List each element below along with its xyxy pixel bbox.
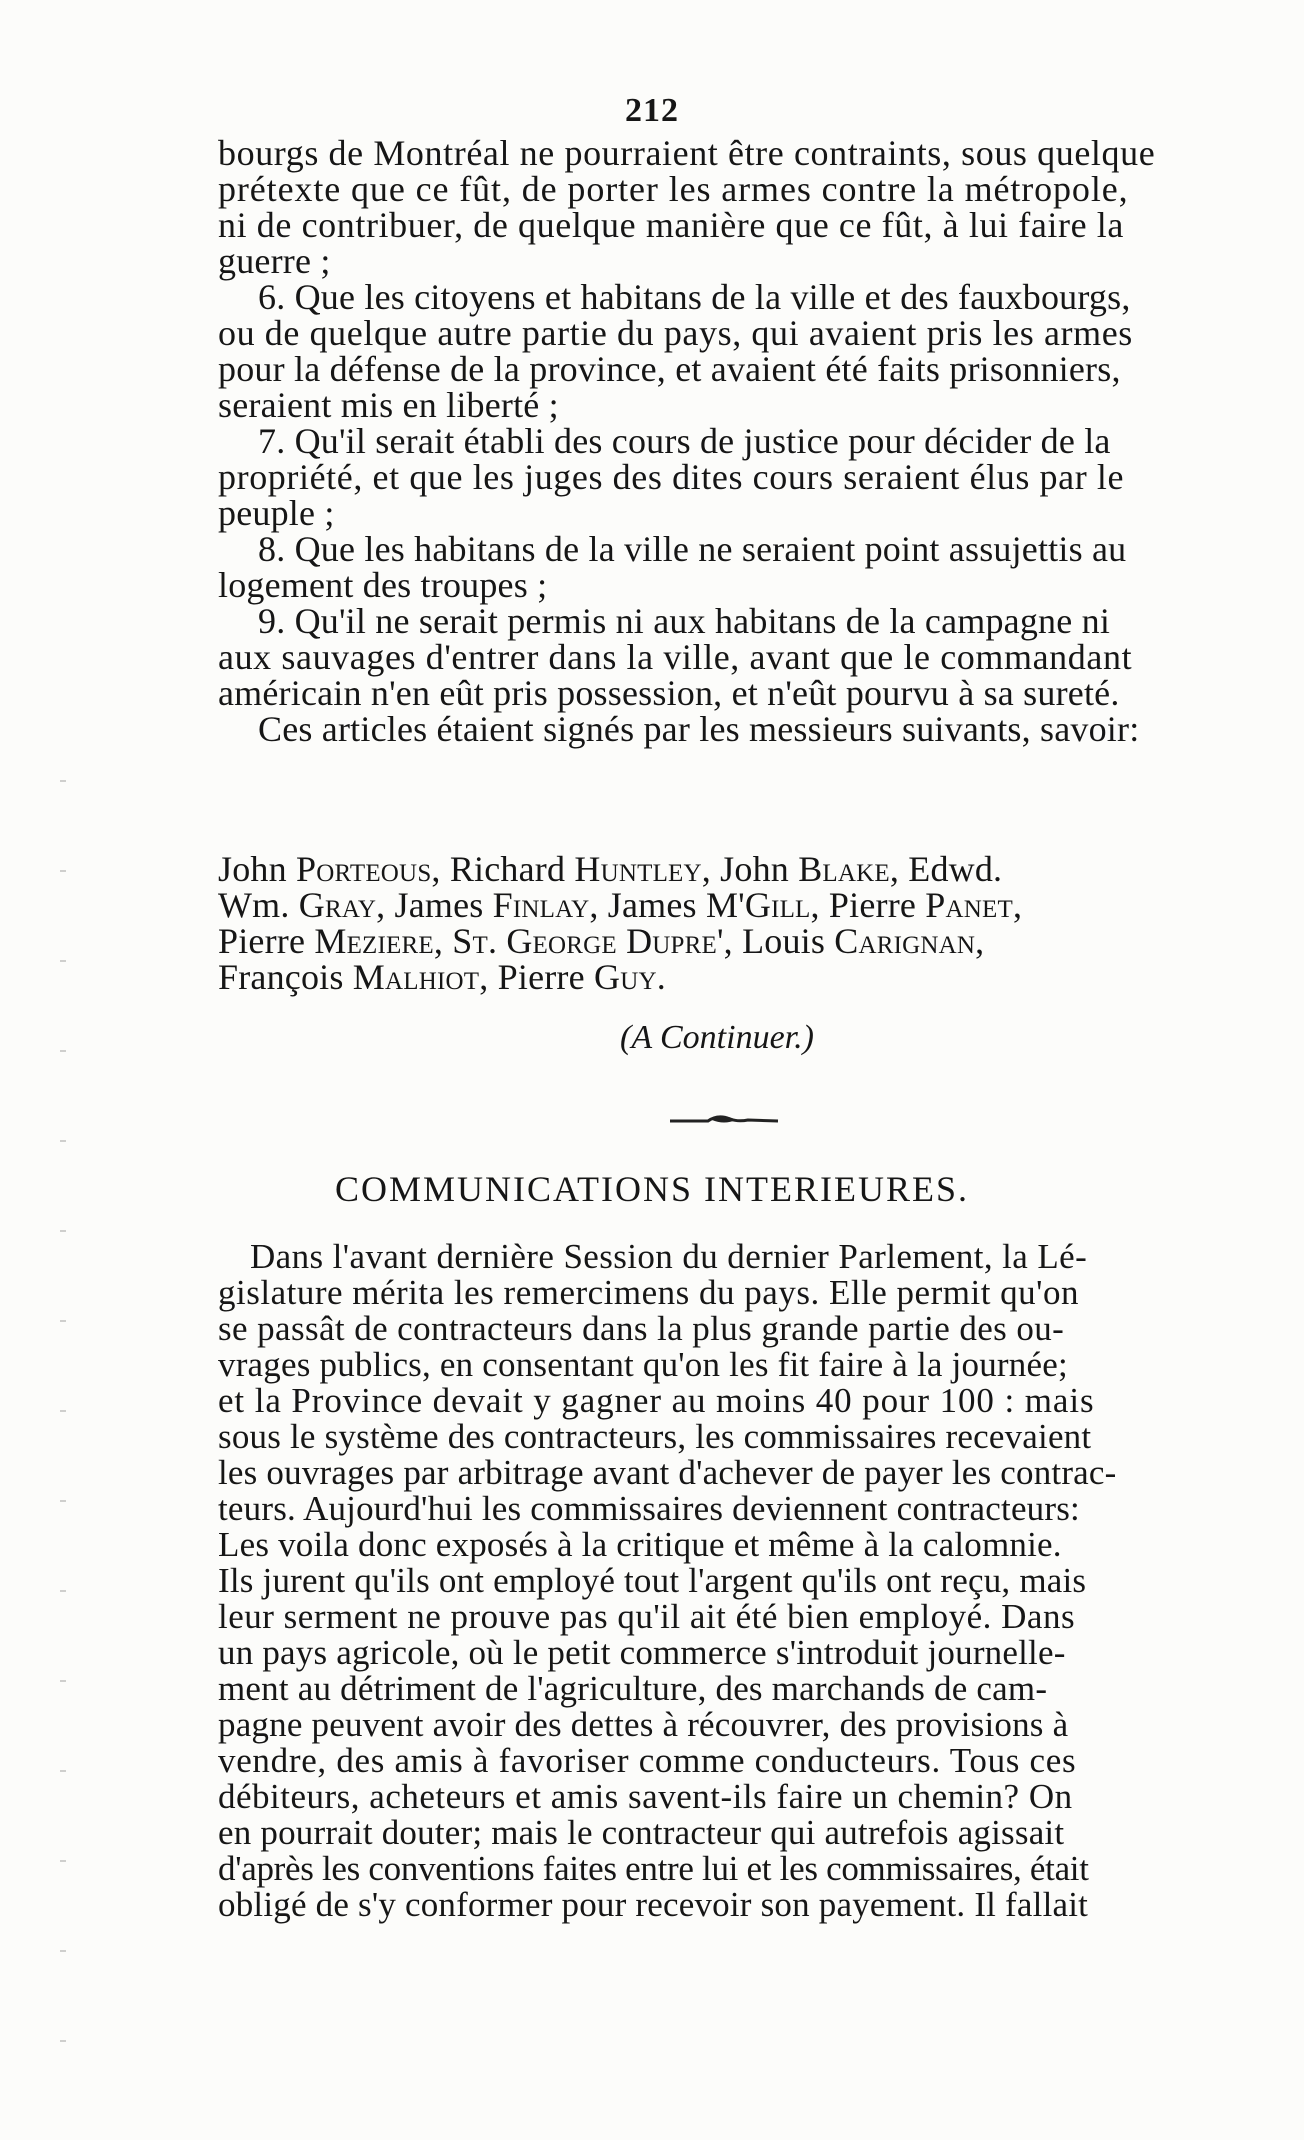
signatory-first: Pierre: [497, 957, 594, 997]
signatory-first: Louis: [742, 921, 835, 961]
text-line: d'après les conventions faites entre lui et les commissaires, était: [218, 1849, 1089, 1888]
text-line: Dans l'avant dernière Session du dernier Parlement, la Lé-: [250, 1237, 1088, 1276]
signatory-surname: Meziere: [314, 921, 434, 961]
signatory-first: John: [218, 849, 297, 889]
separator: ,: [479, 957, 498, 997]
signatory-surname: Porteous: [296, 849, 432, 889]
section-divider-ornament: [668, 1110, 780, 1130]
article-text-upper: [218, 135, 1258, 747]
signatory-first: John: [720, 849, 799, 889]
signatory-surname: Guy: [594, 957, 657, 997]
separator: ,: [589, 885, 608, 925]
signatory-first: Wm.: [218, 885, 299, 925]
signatories-line: [218, 851, 1258, 887]
text-line: 7. Qu'il serait établi des cours de justice pour décider de la: [258, 421, 1111, 461]
signatory-surname: Gray: [298, 885, 377, 925]
text-line: leur serment ne prouve pas qu'il ait été bien employé. Dans: [218, 1597, 1076, 1636]
signatory-first: François: [218, 957, 353, 997]
text-line: Les voila donc exposés à la critique et même à la calomnie.: [218, 1525, 1062, 1564]
separator: , Edwd.: [889, 849, 1003, 889]
text-line: un pays agricole, où le petit commerce s'introduit journelle-: [218, 1633, 1066, 1672]
separator: .: [656, 957, 666, 997]
text-line: se passât de contracteurs dans la plus grande partie des ou-: [218, 1309, 1065, 1348]
text-line: logement des troupes ;: [218, 565, 548, 605]
text-line: 9. Qu'il ne serait permis ni aux habitans de la campagne ni: [258, 601, 1111, 641]
text-line: américain n'en eût pris possession, et n'eût pourvu à sa sureté.: [218, 673, 1120, 713]
separator: ,: [376, 885, 395, 925]
signatory-surname: George Dupre': [506, 921, 724, 961]
signatory-first: St.: [452, 921, 507, 961]
text-line: en pourrait douter; mais le contracteur qui autrefois agissait: [218, 1813, 1065, 1852]
page-number: 212: [625, 92, 679, 129]
signatory-surname: Malhiot: [352, 957, 480, 997]
page-edge-specks: [60, 780, 66, 2080]
text-line: bourgs de Montréal ne pourraient être contraints, sous quelque: [218, 133, 1156, 173]
text-line: aux sauvages d'entrer dans la ville, avant que le commandant: [218, 637, 1133, 677]
text-line: teurs. Aujourd'hui les commissaires deviennent contracteurs:: [218, 1489, 1080, 1528]
section-heading: COMMUNICATIONS INTERIEURES.: [334, 1169, 969, 1209]
text-line: seraient mis en liberté ;: [218, 385, 559, 425]
separator: ,: [1012, 885, 1023, 925]
separator: ,: [810, 885, 829, 925]
separator: ,: [975, 921, 985, 961]
article-text-lower: [218, 1223, 1258, 1939]
text-line: prétexte que ce fût, de porter les armes contre la métropole,: [218, 169, 1129, 209]
signatory-first: Pierre: [828, 885, 926, 925]
continuation-note: (A Continuer.): [620, 1019, 814, 1056]
separator: ,: [433, 921, 453, 961]
text-line: 8. Que les habitans de la ville ne seraient point assujettis au: [258, 529, 1127, 569]
separator: ,: [431, 849, 450, 889]
text-line: sous le système des contracteurs, les commissaires recevaient: [218, 1417, 1092, 1456]
signatories-list: [218, 851, 1258, 995]
text-line: ment au détriment de l'agriculture, des marchands de cam-: [218, 1669, 1048, 1708]
text-line: obligé de s'y conformer pour recevoir son payement. Il fallait: [218, 1885, 1089, 1924]
text-line: les ouvrages par arbitrage avant d'achever de payer les contrac-: [218, 1453, 1117, 1492]
text-line: vendre, des amis à favoriser comme conducteurs. Tous ces: [218, 1741, 1077, 1780]
signatory-surname: Huntley: [574, 849, 702, 889]
separator: ,: [701, 849, 721, 889]
text-line: vrages publics, en consentant qu'on les fit faire à la journée;: [218, 1345, 1068, 1384]
text-line: peuple ;: [218, 493, 335, 533]
signatory-first: Pierre: [218, 921, 315, 961]
text-line: Ces articles étaient signés par les messieurs suivants, savoir:: [258, 709, 1140, 749]
signatory-surname: Finlay: [492, 885, 590, 925]
text-line: 6. Que les citoyens et habitans de la ville et des fauxbourgs,: [258, 277, 1131, 317]
text-line: gislature mérita les remercimens du pays. Elle permit qu'on: [218, 1273, 1079, 1312]
signatory-first: Richard: [449, 849, 575, 889]
text-line: débiteurs, acheteurs et amis savent-ils faire un chemin? On: [218, 1777, 1073, 1816]
signatories-line: [218, 887, 1258, 923]
signatory-first: James: [607, 885, 706, 925]
signatory-surname: Carignan: [834, 921, 976, 961]
text-line: pour la défense de la province, et avaient été faits prisonniers,: [218, 349, 1121, 389]
text-line: ni de contribuer, de quelque manière que ce fût, à lui faire la: [218, 205, 1124, 245]
signatories-line: [218, 923, 1258, 959]
text-line: et la Province devait y gagner au moins 40 pour 100 : mais: [218, 1381, 1095, 1420]
text-line: pagne peuvent avoir des dettes à récouvrer, des provisions à: [218, 1705, 1069, 1744]
signatory-surname: Blake: [798, 849, 890, 889]
signatory-surname: Panet: [925, 885, 1013, 925]
signatory-first: James: [394, 885, 493, 925]
text-line: Ils jurent qu'ils ont employé tout l'argent qu'ils ont reçu, mais: [218, 1561, 1087, 1600]
separator: ,: [723, 921, 743, 961]
signatories-line: [218, 959, 1258, 995]
text-line: ou de quelque autre partie du pays, qui avaient pris les armes: [218, 313, 1133, 353]
text-line: propriété, et que les juges des dites cours seraient élus par le: [218, 457, 1125, 497]
text-line: guerre ;: [218, 241, 331, 281]
signatory-surname: M'Gill: [705, 885, 811, 925]
